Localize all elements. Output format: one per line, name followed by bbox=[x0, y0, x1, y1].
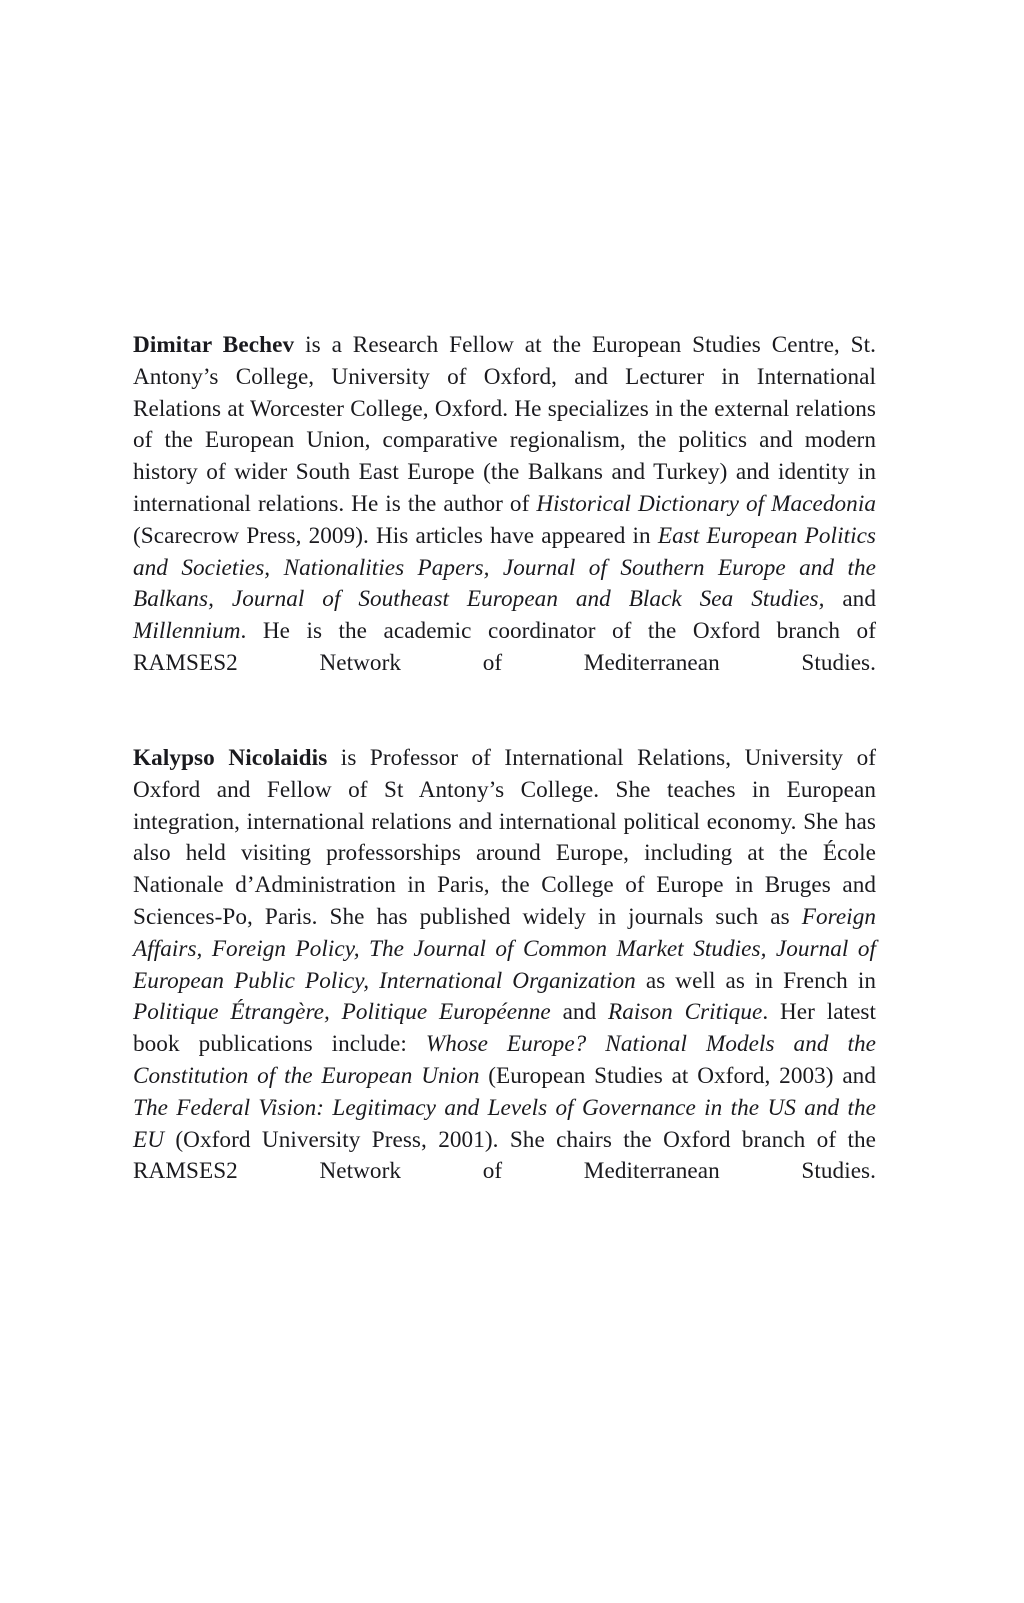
bio-paragraph-kalypso-nicolaidis bbox=[133, 743, 876, 1220]
bio-text-segment: (Scarecrow Press, 2009). His articles have appeared in bbox=[133, 522, 658, 549]
text-column bbox=[133, 330, 876, 1220]
bio-paragraph-dimitar-bechev bbox=[133, 330, 876, 712]
journal-titles-list-french: Politique Étrangère, Politique Européenne bbox=[133, 999, 551, 1026]
bio-text-segment: is a Research Fellow at the European Studies Centre, St. Antony’s College, University of Oxford, and Lecturer in International Relations at Worcester College, Oxford. He specializes in the external relations of the European Union, comparative regionalism, the politics and modern history of wider South East Europe (the Balkans and Turkey) and identity in international relations. He is the author of bbox=[133, 332, 876, 517]
bio-text-segment: (European Studies at Oxford, 2003) and bbox=[479, 1063, 876, 1090]
journal-title-millennium: Millennium bbox=[133, 618, 241, 645]
contributor-name-dimitar-bechev: Dimitar Bechev bbox=[133, 332, 295, 358]
contributor-name-kalypso-nicolaidis: Kalypso Nicolaidis bbox=[133, 745, 328, 772]
bio-text-segment: as well as in French in bbox=[635, 967, 876, 994]
journal-titles-list-english: Foreign Affairs, Foreign Policy, The Journal of Common Market Studies, Journal of European Public Policy, International Organization bbox=[133, 904, 876, 994]
bio-text-segment: and bbox=[824, 586, 876, 613]
journal-titles-list: East European Politics and Societies, Nationalities Papers, Journal of Southern Europe and the Balkans, Journal of Southeast European and Black Sea Studies, bbox=[133, 522, 877, 613]
journal-title-raison-critique: Raison Critique bbox=[608, 999, 763, 1026]
bio-text-segment: is Professor of International Relations, University of Oxford and Fellow of St Antony’s College. She teaches in European integration, international relations and international political economy. She has also held visiting professorships around Europe, including at the École Nationale d’Administration in Paris, the College of Europe in Bruges and Sciences-Po, Paris. She has published widely in journals such as bbox=[133, 745, 877, 931]
bio-text-segment: . Her latest book publications include: bbox=[133, 999, 877, 1058]
bio-text-segment: (Oxford University Press, 2001). She chairs the Oxford branch of the RAMSES2 Network of Mediterranean Studies. bbox=[133, 1126, 876, 1185]
book-title-whose-europe: Whose Europe? National Models and the Constitution of the European Union bbox=[133, 1031, 876, 1090]
bio-text-segment: . He is the academic coordinator of the Oxford branch of RAMSES2 Network of Mediterranean Studies. bbox=[133, 618, 876, 676]
bio-text-segment: and bbox=[550, 999, 609, 1026]
book-title-the-federal-vision: The Federal Vision: Legitimacy and Levels of Governance in the US and the EU bbox=[133, 1094, 876, 1153]
work-title-historical-dictionary-of-macedonia: Historical Dictionary of Macedonia bbox=[536, 490, 876, 517]
